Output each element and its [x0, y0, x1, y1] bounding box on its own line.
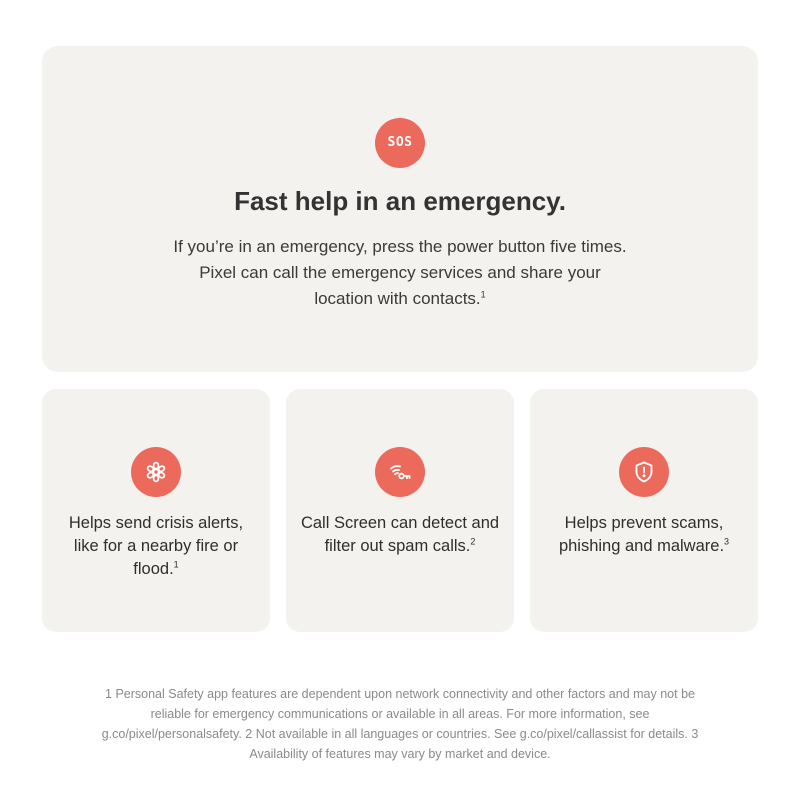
footnote-marker: 3 [724, 536, 730, 547]
feature-card-label: Helps prevent scams, phishing and malware. [558, 514, 725, 555]
crisis-alert-icon [131, 447, 181, 497]
feature-card-crisis-alerts [42, 389, 270, 632]
feature-card-text [56, 512, 256, 581]
feature-card-text [544, 512, 744, 558]
hero-description-text: If you’re in an emergency, press the power button five times. Pixel can call the emergency services and share your location with contacts. [173, 237, 627, 308]
feature-card-call-screen [286, 389, 514, 632]
feature-card-text [300, 512, 500, 558]
call-screen-icon [375, 447, 425, 497]
feature-card-label: Call Screen can detect and filter out spam calls. [300, 514, 500, 555]
emergency-hero-card [42, 46, 758, 372]
feature-card-scam-protection [530, 389, 758, 632]
legal-footnotes: 1 Personal Safety app features are dependent upon network connectivity and other factors and may not be reliable for emergency communications or available in all areas. For more information, see g.co/pixel/personalsafety. 2 Not available in all languages or countries. See g.co/pixel/callassist for details. 3 Availability of features may vary by market and device. [101, 687, 699, 761]
shield-alert-icon [619, 447, 669, 497]
footnote-marker: 1 [173, 559, 179, 570]
footnote-marker: 1 [480, 289, 486, 300]
footnote-marker: 2 [470, 536, 476, 547]
hero-title: Fast help in an emergency. [234, 186, 566, 216]
sos-badge-label: SOS [387, 135, 413, 150]
hero-description [170, 234, 630, 312]
sos-icon [375, 118, 425, 168]
feature-card-label: Helps send crisis alerts, like for a nearby fire or flood. [68, 514, 244, 578]
